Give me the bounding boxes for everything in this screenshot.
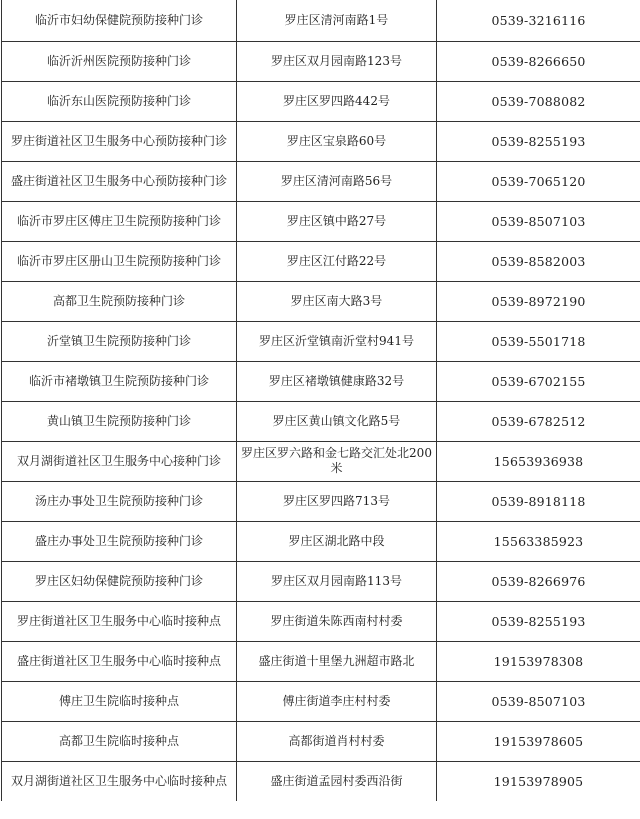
- site-address-cell: 罗庄区罗四路713号: [237, 481, 437, 521]
- site-address-cell: 罗庄区罗四路442号: [237, 81, 437, 121]
- table-row: [2, 321, 640, 361]
- site-phone-cell: 0539-8972190: [437, 281, 640, 321]
- site-phone-cell: 0539-8266976: [437, 561, 640, 601]
- site-phone-cell: 15563385923: [437, 521, 640, 561]
- site-name-cell: 临沂市褚墩镇卫生院预防接种门诊: [2, 361, 237, 401]
- site-name-cell: 双月湖街道社区卫生服务中心接种门诊: [2, 441, 237, 481]
- site-address-cell: 罗庄区双月园南路113号: [237, 561, 437, 601]
- site-address-cell: 盛庄街道十里堡九洲超市路北: [237, 641, 437, 681]
- site-phone-cell: 0539-3216116: [437, 0, 640, 41]
- site-address-cell: 罗庄区宝泉路60号: [237, 121, 437, 161]
- site-phone-cell: 19153978308: [437, 641, 640, 681]
- site-name-cell: 傅庄卫生院临时接种点: [2, 681, 237, 721]
- table-body: [2, 0, 640, 801]
- site-address-cell: 罗庄区南大路3号: [237, 281, 437, 321]
- site-name-cell: 高都卫生院临时接种点: [2, 721, 237, 761]
- site-address-cell: 罗庄区黄山镇文化路5号: [237, 401, 437, 441]
- site-phone-cell: 0539-8918118: [437, 481, 640, 521]
- site-name-cell: 罗庄区妇幼保健院预防接种门诊: [2, 561, 237, 601]
- site-phone-cell: 19153978605: [437, 721, 640, 761]
- site-phone-cell: 0539-8255193: [437, 601, 640, 641]
- table-row: [2, 361, 640, 401]
- site-name-cell: 盛庄办事处卫生院预防接种门诊: [2, 521, 237, 561]
- site-phone-cell: 0539-8507103: [437, 201, 640, 241]
- site-phone-cell: 0539-8255193: [437, 121, 640, 161]
- site-name-cell: 双月湖街道社区卫生服务中心临时接种点: [2, 761, 237, 801]
- table-row: [2, 441, 640, 481]
- site-name-cell: 罗庄街道社区卫生服务中心预防接种门诊: [2, 121, 237, 161]
- site-address-cell: 罗庄区褚墩镇健康路32号: [237, 361, 437, 401]
- table-row: [2, 241, 640, 281]
- site-phone-cell: 15653936938: [437, 441, 640, 481]
- site-name-cell: 临沂市罗庄区傅庄卫生院预防接种门诊: [2, 201, 237, 241]
- site-name-cell: 沂堂镇卫生院预防接种门诊: [2, 321, 237, 361]
- site-name-cell: 汤庄办事处卫生院预防接种门诊: [2, 481, 237, 521]
- table-row: [2, 681, 640, 721]
- table-row: [2, 0, 640, 41]
- site-address-cell: 罗庄区沂堂镇南沂堂村941号: [237, 321, 437, 361]
- site-phone-cell: 0539-6782512: [437, 401, 640, 441]
- site-address-cell: 罗庄区清河南路56号: [237, 161, 437, 201]
- table-row: [2, 521, 640, 561]
- site-phone-cell: 0539-8582003: [437, 241, 640, 281]
- table-row: [2, 401, 640, 441]
- table-row: [2, 201, 640, 241]
- table-row: [2, 81, 640, 121]
- table-row: [2, 561, 640, 601]
- site-phone-cell: 0539-7065120: [437, 161, 640, 201]
- table-row: [2, 761, 640, 801]
- site-name-cell: 高都卫生院预防接种门诊: [2, 281, 237, 321]
- site-name-cell: 临沂市罗庄区册山卫生院预防接种门诊: [2, 241, 237, 281]
- site-address-cell: 罗庄街道朱陈西南村村委: [237, 601, 437, 641]
- table-row: [2, 121, 640, 161]
- site-address-cell: 罗庄区双月园南路123号: [237, 41, 437, 81]
- site-name-cell: 盛庄街道社区卫生服务中心预防接种门诊: [2, 161, 237, 201]
- site-phone-cell: 0539-8507103: [437, 681, 640, 721]
- table-row: [2, 41, 640, 81]
- table-row: [2, 641, 640, 681]
- table-row: [2, 281, 640, 321]
- site-phone-cell: 0539-6702155: [437, 361, 640, 401]
- site-name-cell: 临沂市妇幼保健院预防接种门诊: [2, 0, 237, 41]
- table-row: [2, 601, 640, 641]
- site-address-cell: 傅庄街道李庄村村委: [237, 681, 437, 721]
- site-phone-cell: 0539-5501718: [437, 321, 640, 361]
- table-row: [2, 481, 640, 521]
- site-address-cell: 高都街道肖村村委: [237, 721, 437, 761]
- site-phone-cell: 0539-7088082: [437, 81, 640, 121]
- vaccination-sites-table: [1, 0, 640, 801]
- site-address-cell: 罗庄区湖北路中段: [237, 521, 437, 561]
- site-address-cell: 罗庄区江付路22号: [237, 241, 437, 281]
- site-name-cell: 罗庄街道社区卫生服务中心临时接种点: [2, 601, 237, 641]
- table-row: [2, 721, 640, 761]
- site-name-cell: 盛庄街道社区卫生服务中心临时接种点: [2, 641, 237, 681]
- site-address-cell: 罗庄区清河南路1号: [237, 0, 437, 41]
- site-name-cell: 临沂东山医院预防接种门诊: [2, 81, 237, 121]
- site-name-cell: 临沂沂州医院预防接种门诊: [2, 41, 237, 81]
- site-phone-cell: 0539-8266650: [437, 41, 640, 81]
- site-name-cell: 黄山镇卫生院预防接种门诊: [2, 401, 237, 441]
- site-address-cell: 罗庄区罗六路和金七路交汇处北200米: [237, 441, 437, 481]
- site-address-cell: 盛庄街道孟园村委西沿街: [237, 761, 437, 801]
- site-address-cell: 罗庄区镇中路27号: [237, 201, 437, 241]
- site-phone-cell: 19153978905: [437, 761, 640, 801]
- table-row: [2, 161, 640, 201]
